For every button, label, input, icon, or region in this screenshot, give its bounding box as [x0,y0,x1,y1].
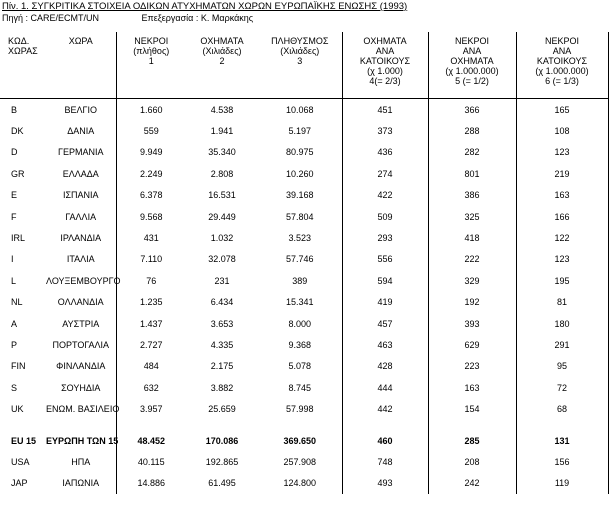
table-row [0,185,608,206]
value-cell: 419 [342,292,428,313]
value-cell: 76 [146,275,157,286]
value-cell: 32.078 [208,254,236,265]
value-cell: 556 [342,249,428,270]
country-code-cell: A [11,318,18,329]
country-name-cell: ΕΥΡΩΠΗ ΤΩΝ 15 [46,430,116,451]
value-cell: 80.975 [258,142,342,163]
value-cell: 192 [428,292,516,313]
value-cell: 35.340 [208,147,236,158]
country-name-cell: ΙΣΠΑΝΙΑ [46,185,116,206]
column-header [186,32,258,99]
column-header-line: (πλήθος) [133,46,170,56]
country-name-cell: ΓΑΛΛΙΑ [46,206,116,227]
value-cell: 39.168 [258,185,342,206]
country-code-cell: UK [11,404,24,415]
value-cell: 61.495 [208,478,236,489]
value-cell: 15.341 [258,292,342,313]
value-cell: 2.175 [210,361,234,372]
column-header [258,32,342,99]
value-cell: 95 [516,356,608,377]
value-cell: 559 [143,126,159,137]
value-cell: 163 [516,185,608,206]
column-header-line: 1 [148,56,154,66]
header-row [0,32,608,99]
value-cell: 8.000 [258,313,342,334]
table-row [0,292,608,313]
value-cell: 242 [428,473,516,494]
value-cell: 7.110 [140,254,163,265]
value-cell: 131 [516,430,608,451]
table-row [0,99,608,121]
country-name-cell: ΙΡΛΑΝΔΙΑ [46,227,116,248]
country-name-cell: ΔΑΝΙΑ [46,120,116,141]
country-code-cell: E [11,190,18,201]
table-row [0,142,608,163]
value-cell: 457 [342,313,428,334]
value-cell: 16.531 [208,190,236,201]
value-cell: 451 [342,99,428,121]
country-code-cell: S [11,382,18,393]
country-name-cell: ΙΑΠΩΝΙΑ [46,473,116,494]
country-code-cell: L [11,275,17,286]
value-cell: 123 [516,249,608,270]
value-cell: 122 [516,227,608,248]
column-header [0,32,46,99]
country-name-cell: ΦΙΝΛΑΝΔΙΑ [46,356,116,377]
country-code-cell: B [11,104,18,115]
value-cell: 629 [428,334,516,355]
column-header-line: ΟΧΗΜΑΤΑ [200,36,244,46]
table-row [0,270,608,291]
value-cell: 428 [342,356,428,377]
value-cell: 68 [516,398,608,419]
value-cell: 223 [428,356,516,377]
column-header-line: (χ 1.000) [367,66,403,76]
value-cell: 222 [428,249,516,270]
value-cell: 2.727 [139,339,163,350]
table-row [0,334,608,355]
column-header-line: ΚΑΤΟΙΚΟΥΣ [536,56,588,66]
country-name-cell: ΕΛΛΑΔΑ [46,163,116,184]
column-header-line: ΝΕΚΡΟΙ [454,36,489,46]
value-cell: 1.235 [139,297,163,308]
source-text: Πηγή : CARE/ECMT/UN [2,13,100,23]
country-code-cell: FIN [11,361,26,372]
table-title: Πίν. 1. ΣΥΓΚΡΙΤΙΚΑ ΣΤΟΙΧΕΙΑ ΟΔΙΚΩΝ ΑΤΥΧΗΜΑΤΩΝ ΧΩΡΩΝ ΕΥΡΩΠΑΪΚΗΣ ΕΝΩΣΗΣ (1993) [2,1,408,12]
value-cell: 431 [143,233,159,244]
table-row [0,249,608,270]
table-row [0,356,608,377]
value-cell: 418 [428,227,516,248]
value-cell: 9.949 [139,147,163,158]
value-cell: 25.659 [208,404,236,415]
table-row [0,227,608,248]
country-code-cell: DK [11,126,24,137]
column-header [428,32,516,99]
value-cell: 493 [342,473,428,494]
column-header-line: (Χιλιάδες) [202,46,242,56]
column-header-line: ΝΕΚΡΟΙ [544,36,579,46]
value-cell: 1.437 [139,318,163,329]
value-cell: 288 [428,120,516,141]
value-cell: 14.886 [137,478,166,489]
value-cell: 366 [428,99,516,121]
value-cell: 3.653 [210,318,234,329]
country-name-cell: ΙΤΑΛΙΑ [46,249,116,270]
value-cell: 192.865 [205,456,239,467]
table-row [0,163,608,184]
value-cell: 282 [428,142,516,163]
value-cell: 442 [342,398,428,419]
value-cell: 165 [516,99,608,121]
country-name-cell: ΗΠΑ [46,451,116,472]
country-name-cell: ΒΕΛΓΙΟ [46,99,116,121]
column-header-line: ΚΩΔ. [8,36,30,46]
value-cell: 9.568 [139,211,163,222]
value-cell: 5.078 [258,356,342,377]
spacer-row [0,420,608,430]
value-cell: 48.452 [137,435,166,446]
value-cell: 119 [516,473,608,494]
table-row [0,206,608,227]
value-cell: 72 [516,377,608,398]
country-name-cell: ΣΟΥΗΔΙΑ [46,377,116,398]
country-code-cell: JAP [11,478,28,489]
column-header-line: ΑΝΑ [552,46,572,56]
column-header-line: ΟΧΗΜΑΤΑ [450,56,494,66]
value-cell: 10.260 [258,163,342,184]
country-name-cell: ΓΕΡΜΑΝΙΑ [46,142,116,163]
value-cell: 163 [428,377,516,398]
table-row [0,120,608,141]
value-cell: 156 [516,451,608,472]
value-cell: 422 [342,185,428,206]
value-cell: 195 [516,270,608,291]
column-header [516,32,608,99]
country-code-cell: NL [11,297,23,308]
value-cell: 257.908 [258,451,342,472]
value-cell: 123 [516,142,608,163]
country-name-cell: ΠΟΡΤΟΓΑΛΙΑ [46,334,116,355]
value-cell: 393 [428,313,516,334]
processing-text: Επεξεργασία : Κ. Μαρκάκης [141,13,254,23]
table-row [0,377,608,398]
country-name-cell: ΑΥΣΤΡΙΑ [46,313,116,334]
value-cell: 81 [516,292,608,313]
value-cell: 4.335 [210,339,234,350]
value-cell: 274 [342,163,428,184]
country-code-cell: I [11,254,14,265]
value-cell: 325 [428,206,516,227]
column-header-line: 3 [297,56,303,66]
value-cell: 484 [143,361,159,372]
country-code-cell: IRL [11,233,26,244]
table-row [0,451,608,472]
column-header-line: ΠΛΗΘΥΣΜΟΣ [271,36,329,46]
value-cell: 180 [516,313,608,334]
value-cell: 3.523 [258,227,342,248]
column-header-line: ΝΕΚΡΟΙ [134,36,169,46]
value-cell: 509 [342,206,428,227]
value-cell: 463 [342,334,428,355]
table-row [0,313,608,334]
column-header-line: ΧΩΡΑΣ [8,46,38,56]
value-cell: 9.368 [258,334,342,355]
value-cell: 285 [428,430,516,451]
country-code-cell: USA [11,456,30,467]
country-code-cell: GR [11,168,25,179]
value-cell: 801 [428,163,516,184]
column-header-line: ΟΧΗΜΑΤΑ [363,36,407,46]
value-cell: 166 [516,206,608,227]
column-header-line: ΧΩΡΑ [68,36,93,46]
value-cell: 1.032 [210,233,234,244]
value-cell: 369.650 [258,430,342,451]
value-cell: 57.804 [258,206,342,227]
value-cell: 460 [342,430,428,451]
value-cell: 1.941 [210,126,234,137]
value-cell: 10.068 [258,99,342,121]
column-header-line: (χ 1.000.000) [535,66,589,76]
value-cell: 57.998 [258,398,342,419]
column-header-line: 5 (= 1/2) [455,76,489,86]
value-cell: 389 [258,270,342,291]
column-header [46,32,116,99]
value-cell: 748 [342,451,428,472]
table-body [0,99,608,495]
column-header-line: (Χιλιάδες) [280,46,320,56]
country-code-cell: EU 15 [11,435,37,446]
column-header-line: 4(= 2/3) [369,76,401,86]
column-header-line: ΑΝΑ [462,46,482,56]
value-cell: 124.800 [258,473,342,494]
road-accident-stats-table [0,32,609,494]
table-row [0,430,608,451]
value-cell: 1.660 [139,104,163,115]
value-cell: 293 [342,227,428,248]
country-name-cell: ΟΛΛΑΝΔΙΑ [46,292,116,313]
value-cell: 4.538 [210,104,234,115]
value-cell: 291 [516,334,608,355]
value-cell: 40.115 [137,456,165,467]
value-cell: 373 [342,120,428,141]
value-cell: 108 [516,120,608,141]
value-cell: 3.882 [210,382,234,393]
value-cell: 57.746 [258,249,342,270]
value-cell: 6.378 [139,190,163,201]
value-cell: 436 [342,142,428,163]
value-cell: 6.434 [210,297,234,308]
source-line [2,13,253,23]
value-cell: 231 [214,275,230,286]
table-row [0,473,608,494]
column-header [116,32,186,99]
table-row [0,398,608,419]
value-cell: 29.449 [208,211,236,222]
value-cell: 219 [516,163,608,184]
value-cell: 2.249 [139,168,163,179]
value-cell: 3.957 [139,404,163,415]
column-header-line: 6 (= 1/3) [545,76,579,86]
country-name-cell: ΛΟΥΞΕΜΒΟΥΡΓΟ [46,270,116,291]
value-cell: 208 [428,451,516,472]
value-cell: 8.745 [258,377,342,398]
column-header-line: 2 [219,56,225,66]
value-cell: 594 [342,270,428,291]
value-cell: 329 [428,270,516,291]
column-header-line: ΑΝΑ [375,46,395,56]
value-cell: 444 [342,377,428,398]
value-cell: 154 [428,398,516,419]
value-cell: 170.086 [205,435,239,446]
value-cell: 5.197 [258,120,342,141]
column-header-line: ΚΑΤΟΙΚΟΥΣ [359,56,411,66]
country-code-cell: D [11,147,18,158]
country-code-cell: P [11,339,18,350]
value-cell: 632 [143,382,159,393]
country-name-cell: ΕΝΩΜ. ΒΑΣΙΛΕΙΟ [46,398,116,419]
country-code-cell: F [11,211,17,222]
value-cell: 386 [428,185,516,206]
value-cell: 2.808 [210,168,234,179]
column-header-line: (χ 1.000.000) [445,66,499,76]
column-header [342,32,428,99]
